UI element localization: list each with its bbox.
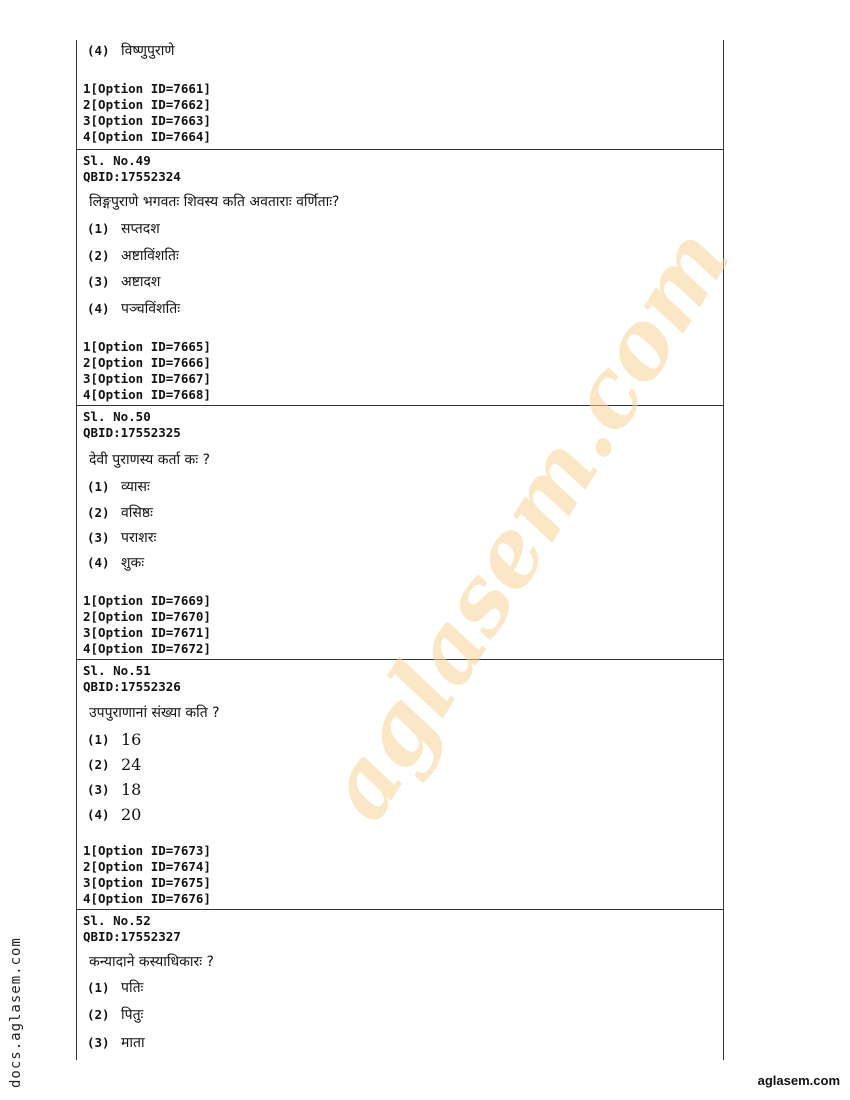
- option-id: 1[Option ID=7669]: [83, 593, 211, 608]
- option-number: (4): [87, 300, 110, 316]
- option-id: 1[Option ID=7665]: [83, 339, 211, 354]
- option-id-list: [83, 843, 211, 907]
- option-text: व्यासः: [121, 478, 150, 495]
- option-4: [87, 298, 180, 318]
- option-text: अष्टाविंशतिः: [121, 247, 179, 264]
- previous-question-fragment: [77, 40, 723, 150]
- question-text: देवी पुराणस्य कर्ता कः ?: [89, 452, 211, 468]
- option-1: [87, 729, 141, 749]
- option-2: [87, 754, 141, 774]
- option-text: अष्टादश: [121, 273, 161, 290]
- option-id: 3[Option ID=7667]: [83, 371, 211, 386]
- option-1: [87, 476, 150, 496]
- option-id: 1[Option ID=7673]: [83, 843, 211, 858]
- option-id-list: [83, 593, 211, 657]
- option-number: (1): [87, 478, 110, 494]
- option-number: (1): [87, 731, 110, 747]
- serial-number: Sl. No.50: [83, 409, 151, 424]
- option-3: [87, 779, 141, 799]
- option-number: (4): [87, 806, 110, 822]
- option-number: (3): [87, 781, 110, 797]
- option-2: [87, 245, 179, 265]
- option-id: 3[Option ID=7675]: [83, 875, 211, 890]
- question-51: [77, 659, 723, 909]
- option-text: सप्तदश: [121, 220, 160, 237]
- option-text: शुकः: [121, 554, 145, 571]
- option-2: [87, 1004, 143, 1024]
- option-id: 3[Option ID=7663]: [83, 113, 211, 128]
- option-id-list: [83, 81, 211, 145]
- qbid: QBID:17552325: [83, 425, 181, 440]
- option-number: (2): [87, 756, 110, 772]
- option-3: [87, 271, 160, 291]
- option-text: 16: [121, 729, 142, 749]
- option-1: [87, 977, 143, 997]
- option-3: [87, 1032, 145, 1052]
- option-text: पितुः: [121, 1006, 144, 1023]
- option-number: (1): [87, 979, 110, 995]
- question-50: [77, 405, 723, 659]
- question-paper-frame: [76, 40, 724, 1060]
- option-text: 18: [121, 779, 142, 799]
- option-text: वसिष्ठः: [121, 504, 153, 521]
- option-text: माता: [121, 1034, 145, 1051]
- serial-number: Sl. No.49: [83, 153, 151, 168]
- option-id: 2[Option ID=7670]: [83, 609, 211, 624]
- option-text: विष्णुपुराणे: [121, 42, 175, 59]
- question-text: उपपुराणानां संख्या कति ?: [89, 705, 220, 721]
- option-text: 20: [121, 804, 142, 824]
- option-number: (4): [87, 554, 110, 570]
- option-3: [87, 527, 156, 547]
- option-id: 3[Option ID=7671]: [83, 625, 211, 640]
- option-text: पराशरः: [121, 529, 157, 546]
- option-4: [87, 804, 141, 824]
- option-number: (2): [87, 1006, 110, 1022]
- option-number: (2): [87, 247, 110, 263]
- question-52: [77, 909, 723, 1060]
- option-id-list: [83, 339, 211, 403]
- option-4: [87, 40, 174, 60]
- option-id: 2[Option ID=7666]: [83, 355, 211, 370]
- option-4: [87, 552, 144, 572]
- question-text: लिङ्गपुराणे भगवतः शिवस्य कति अवताराः वर्णिताः?: [89, 194, 340, 210]
- option-1: [87, 218, 160, 238]
- footer-brand-link[interactable]: aglasem.com: [757, 1073, 840, 1088]
- option-id: 2[Option ID=7662]: [83, 97, 211, 112]
- option-number: (3): [87, 529, 110, 545]
- serial-number: Sl. No.51: [83, 663, 151, 678]
- option-id: 4[Option ID=7664]: [83, 129, 211, 144]
- option-text: 24: [121, 754, 142, 774]
- qbid: QBID:17552324: [83, 169, 181, 184]
- option-number: (3): [87, 1034, 110, 1050]
- question-text: कन्यादाने कस्याधिकारः ?: [89, 954, 214, 970]
- option-id: 4[Option ID=7668]: [83, 387, 211, 402]
- option-id: 4[Option ID=7672]: [83, 641, 211, 656]
- option-number: (2): [87, 504, 110, 520]
- watermark-text: aglasem.com: [302, 210, 751, 838]
- option-number: (3): [87, 273, 110, 289]
- qbid: QBID:17552326: [83, 679, 181, 694]
- option-text: पतिः: [121, 979, 144, 996]
- option-text: पञ्चविंशतिः: [121, 300, 181, 317]
- side-url-link[interactable]: docs.aglasem.com: [8, 937, 24, 1088]
- option-id: 2[Option ID=7674]: [83, 859, 211, 874]
- serial-number: Sl. No.52: [83, 913, 151, 928]
- question-49: [77, 149, 723, 405]
- qbid: QBID:17552327: [83, 929, 181, 944]
- option-id: 1[Option ID=7661]: [83, 81, 211, 96]
- option-number: (4): [87, 42, 110, 58]
- option-2: [87, 502, 153, 522]
- option-number: (1): [87, 220, 110, 236]
- option-id: 4[Option ID=7676]: [83, 891, 211, 906]
